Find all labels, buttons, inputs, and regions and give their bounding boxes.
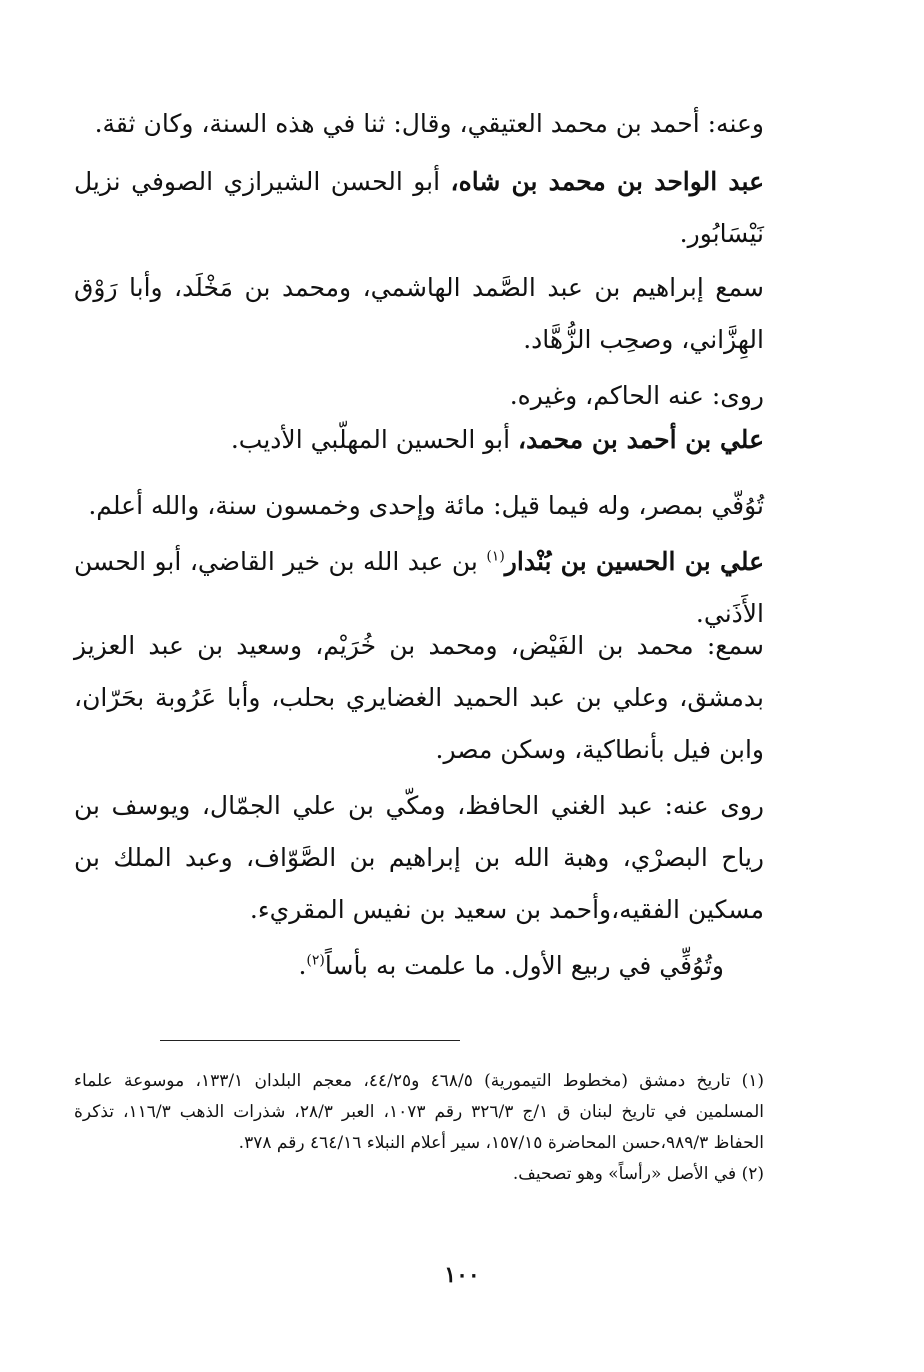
- entry-paragraph: [74, 620, 764, 776]
- footnote-1: (١) تاريخ دمشق (مخطوط التيمورية) ٤٦٨/٥ و٤٤/٢٥، معجم البلدان ١٣٣/١، موسوعة علماء المسلمين في تاريخ لبنان ق ١/ج ٣٢٦/٣ رقم ١٠٧٣، العبر ٢٨/٣، شذرات الذهب ١١٦/٣، تذكرة الحفاظ ٩٨٩/٣،حسن المحاضرة ١٥٧/١٥، سير أعلام النبلاء ٤٦٤/١٦ رقم ٣٧٨.: [74, 1071, 764, 1153]
- page-number: ١٠٠: [444, 1262, 480, 1288]
- entry-heading-paragraph: [74, 414, 764, 466]
- paragraph-text: سمع: محمد بن الفَيْض، ومحمد بن خُرَيْم، وسعيد بن عبد العزيز بدمشق، وعلي بن عبد الحميد الغضايري بحلب، وأبا عَرُوبة بحَرّان، وابن فيل بأنطاكية، وسكن مصر.: [74, 631, 764, 764]
- entry-name: علي بن أحمد بن محمد،: [518, 425, 764, 454]
- entry-description: بن عبد الله بن خير القاضي، أبو الحسن الأَذَني.: [74, 547, 764, 628]
- entry-paragraph: [74, 480, 764, 532]
- paragraph-text: سمع إبراهيم بن عبد الصَّمد الهاشمي، ومحمد بن مَخْلَد، وأبا رَوْق الهِزَّاني، وصحِب الزُّهَّاد.: [74, 273, 764, 354]
- entry-description: أبو الحسين المهلّبي الأديب.: [230, 425, 519, 454]
- footnote-2: (٢) في الأصل «رأساً» وهو تصحيف.: [512, 1164, 764, 1184]
- paragraph-text: روى عنه: عبد الغني الحافظ، ومكّي بن علي الجمّال، ويوسف بن رياح البصرْي، وهبة الله بن إبراهيم بن الصَّوّاف، وعبد الملك بن مسكين الفقيه،وأحمد بن سعيد بن نفيس المقريء.: [74, 791, 764, 924]
- entry-paragraph: [74, 98, 764, 150]
- footnote-reference: (٢): [306, 952, 325, 969]
- entry-name: علي بن الحسين بن بُنْدار: [504, 547, 765, 576]
- entry-description: أبو الحسن الشيرازي الصوفي نزيل نَيْسَابُور.: [74, 167, 764, 248]
- entry-heading-paragraph: [74, 156, 764, 260]
- entry-paragraph: [74, 262, 764, 366]
- paragraph-text: وعنه: أحمد بن محمد العتيقي، وقال: ثنا في هذه السنة، وكان ثقة.: [94, 109, 764, 138]
- entry-paragraph: [74, 940, 724, 992]
- footnote-divider: [160, 1040, 460, 1041]
- entry-paragraph: [74, 780, 764, 936]
- footnote-reference: (١): [486, 548, 505, 565]
- paragraph-end: .: [298, 951, 307, 980]
- footnotes: [74, 1066, 764, 1190]
- entry-name: عبد الواحد بن محمد بن شاه،: [450, 167, 765, 196]
- paragraph-text: روى: عنه الحاكم، وغيره.: [509, 381, 764, 410]
- paragraph-text: تُوُفّي بمصر، وله فيما قيل: مائة وإحدى وخمسون سنة، والله أعلم.: [88, 491, 764, 520]
- paragraph-text: وتُوُفِّي في ربيع الأول. ما علمت به بأساً: [324, 951, 724, 980]
